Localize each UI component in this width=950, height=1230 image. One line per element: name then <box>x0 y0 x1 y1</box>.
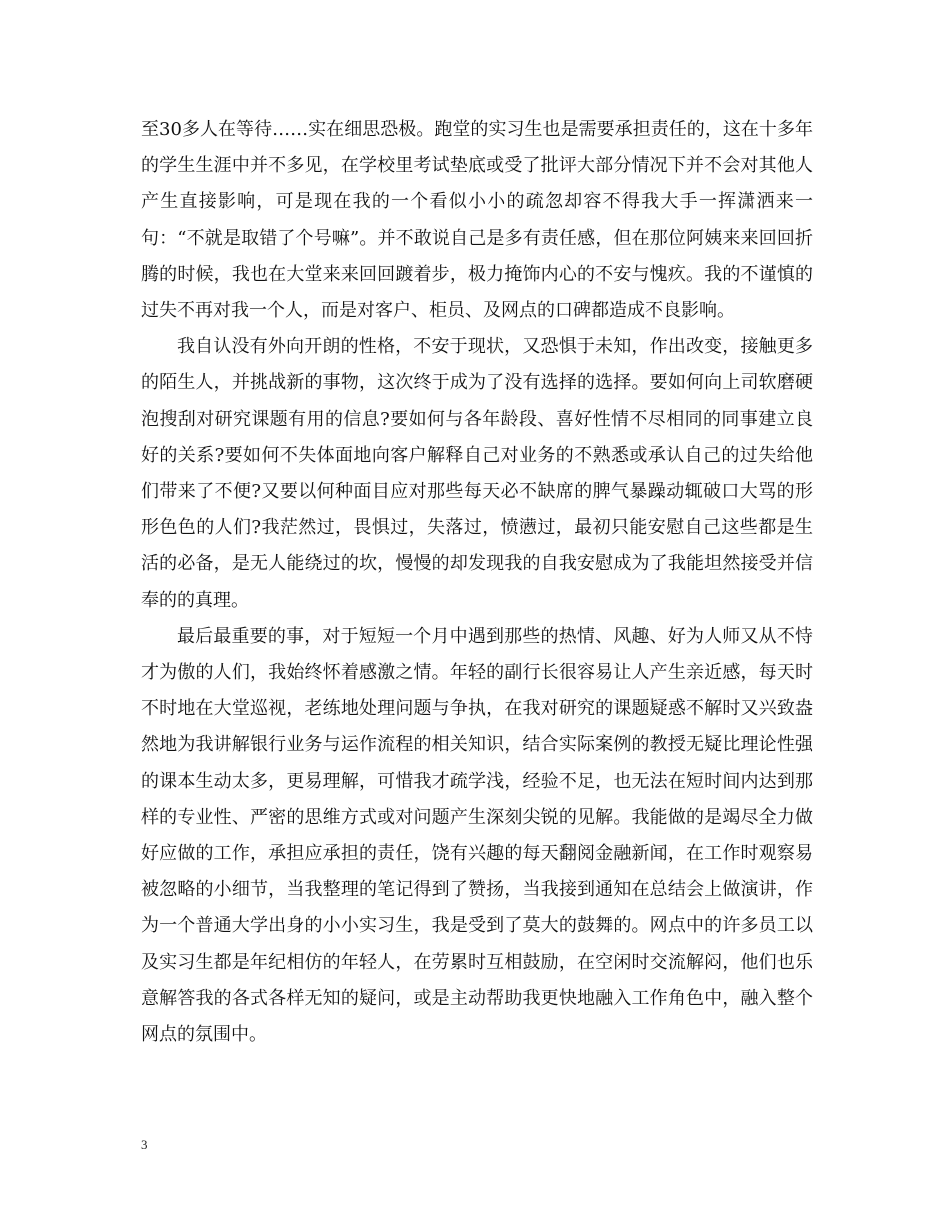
page-number: 3 <box>141 1137 148 1152</box>
paragraph-3: 最后最重要的事，对于短短一个月中遇到那些的热情、风趣、好为人师又从不恃才为傲的人们，我始终怀着感激之情。年轻的副行长很容易让人产生亲近感，每天时不时地在大堂巡视，老练地处理问题与争执，在我对研究的课题疑惑不解时又兴致盎然地为我讲解银行业务与运作流程的相关知识，结合实际案例的教授无疑比理论性强的课本生动太多，更易理解，可惜我才疏学浅，经验不足，也无法在短时间内达到那样的专业性、严密的思维方式或对问题产生深刻尖锐的见解。我能做的是竭尽全力做好应做的工作，承担应承担的责任，饶有兴趣的每天翻阅金融新闻，在工作时观察易被忽略的小细节，当我整理的笔记得到了赞扬，当我接到通知在总结会上做演讲，作为一个普通大学出身的小小实习生，我是受到了莫大的鼓舞的。网点中的许多员工以及实习生都是年纪相仿的年轻人，在劳累时互相鼓励，在空闲时交流解闷，他们也乐意解答我的各式各样无知的疑问，或是主动帮助我更快地融入工作角色中，融入整个网点的氛围中。 <box>141 625 813 1046</box>
document-body <box>141 112 813 1053</box>
paragraph-2: 我自认没有外向开朗的性格，不安于现状，又恐惧于未知，作出改变，接触更多的陌生人，并挑战新的事物，这次终于成为了没有选择的选择。要如何向上司软磨硬泡搜刮对研究课题有用的信息?要如何与各年龄段、喜好性情不尽相同的同事建立良好的关系?要如何不失体面地向客户解释自己对业务的不熟悉或承认自己的过失给他们带来了不便?又要以何种面目应对那些每天必不缺席的脾气暴躁动辄破口大骂的形形色色的人们?我茫然过，畏惧过，失落过，愤懑过，最初只能安慰自己这些都是生活的必备，是无人能绕过的坎，慢慢的却发现我的自我安慰成为了我能坦然接受并信奉的的真理。 <box>141 336 813 611</box>
paragraph-1: 至30多人在等待……实在细思恐极。跑堂的实习生也是需要承担责任的，这在十多年的学生生涯中并不多见，在学校里考试垫底或受了批评大部分情况下并不会对其他人产生直接影响，可是现在我的一个看似小小的疏忽却容不得我大手一挥潇洒来一句：“不就是取错了个号嘛”。并不敢说自己是多有责任感，但在那位阿姨来来回回折腾的时候，我也在大堂来来回回踱着步，极力掩饰内心的不安与愧疚。我的不谨慎的过失不再对我一个人，而是对客户、柜员、及网点的口碑都造成不良影响。 <box>141 119 813 322</box>
